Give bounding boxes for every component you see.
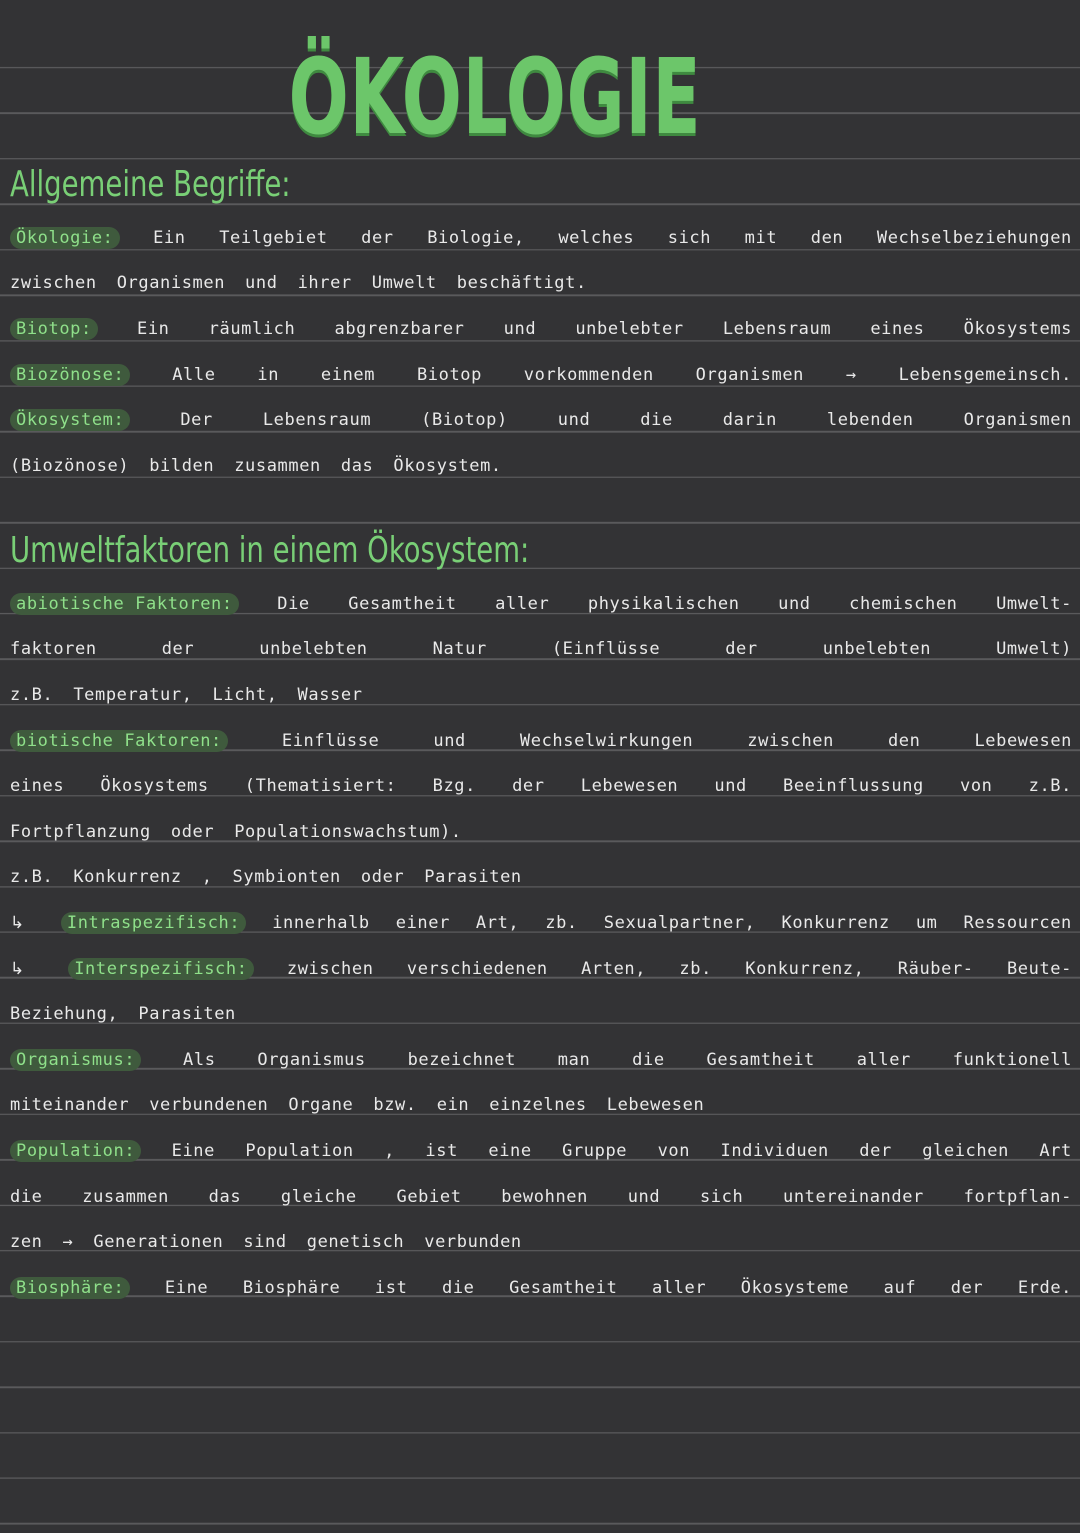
word: Biologie, [427,227,525,248]
word: Lebensgemeinsch. [898,364,1072,385]
word: Konkurrenz [73,867,182,888]
word: Fortpflanzung [10,821,151,842]
word: Umwelt) [996,639,1072,660]
term-label: abiotische Faktoren: [10,593,239,615]
word: ist [425,1140,458,1161]
word: Beziehung, [10,1004,119,1025]
word: Als [183,1049,216,1070]
word: mit [744,227,778,248]
word: (Biotop) [421,410,508,431]
word: Biotop [416,364,482,385]
word: einzelnes [489,1095,587,1116]
word: der [361,227,394,248]
note-line [0,627,1080,673]
word: Wasser [297,684,363,705]
word: Eine [164,1277,209,1298]
word: Art [1039,1140,1072,1161]
note-line [0,352,1080,398]
word: Ökosystems [100,776,209,797]
note-line [0,1174,1080,1220]
word: man [557,1049,591,1070]
word: z.B. [10,867,54,888]
word: ist [374,1277,408,1298]
note-line [0,581,1080,627]
word: gleiche [280,1186,357,1207]
word: chemischen [849,593,958,614]
word: in [257,364,280,385]
word: Wechselbeziehungen [876,227,1072,248]
word: Der [180,410,213,431]
word: Lebensraum [262,410,372,431]
word: der [859,1140,892,1161]
word: z.B. [1028,776,1072,797]
word: den [810,227,844,248]
word: Parasiten [138,1004,236,1025]
word: und [627,1186,661,1207]
word: Organismen [963,410,1072,431]
word: , [384,1140,395,1161]
word: Die [277,593,310,614]
word: darin [722,410,777,431]
word: (Biozönose) [10,455,130,476]
word: aller [495,593,550,614]
word: innerhalb [272,912,370,933]
word: einer [395,912,450,933]
word: Eine [171,1140,215,1161]
word: funktionell [952,1049,1072,1070]
word: sich [699,1186,744,1207]
word: (Einflüsse [551,639,661,660]
term-label: Biosphäre: [10,1277,130,1299]
word: oder [170,821,215,842]
word: Konkurrenz, [745,958,865,979]
word: von [657,1140,691,1161]
note-line [0,1037,1080,1083]
word: faktoren [10,639,97,660]
word: Wechselwirkungen [519,730,694,751]
word: der [512,776,545,797]
word: eine [488,1140,532,1161]
page-title: ÖKOLOGIE [288,36,702,158]
word: und [245,273,278,294]
word: bzw. [373,1095,417,1116]
note-line [0,443,1080,489]
word: miteinander [10,1095,130,1116]
word: Gesamtheit [509,1277,618,1298]
word: zb. [545,912,578,933]
word: untereinander [783,1186,924,1207]
word: Biosphäre [242,1277,341,1298]
word: (Thematisiert: [244,776,397,797]
word: Einflüsse [281,730,380,751]
word: → [845,364,857,385]
note-line [0,946,1080,992]
term-label: Biotop: [10,318,98,340]
note-line [0,809,1080,855]
word: Lebensraum [722,318,832,339]
word: und [778,593,811,614]
note-line [0,261,1080,307]
word: vorkommenden [523,364,654,385]
word: Symbionten [232,867,341,888]
word: oder [360,867,405,888]
word: das [340,455,374,476]
sub-point-arrow-icon: ↳ [10,958,25,979]
heading-allgemeine-begriffe: Allgemeine Begriffe: [10,164,291,205]
note-line [0,991,1080,1037]
word: bewohnen [501,1186,588,1207]
word: der [725,639,758,660]
word: einem [320,364,376,385]
word: Natur [432,639,487,660]
word: eines [10,776,65,797]
note-line [0,1219,1080,1265]
term-label: Intraspezifisch: [61,912,246,934]
term-label: biotische Faktoren: [10,730,228,752]
term-label: Ökosystem: [10,409,130,431]
word: räumlich [208,318,296,339]
word: zusammen [82,1186,169,1207]
word: auf [883,1277,917,1298]
sub-point-arrow-icon: ↳ [10,912,25,933]
word: Ressourcen [963,912,1072,933]
word: beschäftigt. [456,273,587,294]
word: → [62,1232,74,1253]
word: Gesamtheit [706,1049,815,1070]
word: Bzg. [432,776,476,797]
word: Organismen [695,364,805,385]
word: Parasiten [424,867,522,888]
word: zb. [679,958,712,979]
word: , [201,867,213,888]
word: Gesamtheit [348,593,457,614]
word: zwischen [286,958,374,979]
word: Beute- [1006,958,1072,979]
word: die [632,1049,665,1070]
word: Temperatur, [73,684,193,705]
word: Konkurrenz [781,912,890,933]
word: Ökosystem. [393,455,502,476]
word: Organe [288,1095,354,1116]
word: Organismen [116,273,226,294]
word: und [557,410,591,431]
word: der [950,1277,984,1298]
word: Sexualpartner, [603,912,756,933]
word: aller [856,1049,911,1070]
word: Ein [153,227,186,248]
word: abgrenzbarer [334,318,465,339]
note-line [0,1128,1080,1174]
word: den [887,730,921,751]
note-line [0,397,1080,443]
note-line [0,1265,1080,1311]
word: Räuber- [897,958,974,979]
note-line [0,306,1080,352]
word: Teilgebiet [219,227,328,248]
word: Organismus [257,1049,366,1070]
word: sind [243,1232,287,1253]
word: Umwelt [371,273,437,294]
word: ein [436,1095,470,1116]
note-line [0,900,1080,946]
word: das [208,1186,242,1207]
heading-umweltfaktoren: Umweltfaktoren in einem Ökosystem: [10,530,530,571]
word: Lebewesen [580,776,679,797]
word: die [441,1277,475,1298]
word: bezeichnet [407,1049,516,1070]
word: Population [245,1140,354,1161]
word: Erde. [1017,1277,1072,1298]
term-label: Population: [10,1140,141,1162]
note-line [0,855,1080,901]
word: von [960,776,993,797]
word: lebenden [826,410,914,431]
word: um [915,912,938,933]
word: Licht, [212,684,278,705]
word: Ökosystems [963,318,1072,339]
word: verbunden [424,1232,522,1253]
note-line [0,1083,1080,1129]
term-label: Biozönose: [10,364,130,386]
word: Populationswachstum). [234,821,462,842]
word: verbundenen [149,1095,269,1116]
word: zwischen [747,730,834,751]
word: zwischen [10,273,97,294]
word: physikalischen [587,593,740,614]
word: unbelebten [822,639,932,660]
word: z.B. [10,684,54,705]
word: Ökosysteme [740,1277,850,1298]
word: genetisch [306,1232,405,1253]
word: Lebewesen [606,1095,705,1116]
word: fortpflan- [963,1186,1072,1207]
note-line [0,718,1080,764]
word: Umwelt- [996,593,1072,614]
word: Beeinflussung [783,776,924,797]
note-line [0,763,1080,809]
word: sich [667,227,712,248]
word: Individuen [720,1140,829,1161]
word: die [10,1186,43,1207]
word: Art, [475,912,520,933]
word: die [640,410,673,431]
word: welches [558,227,635,248]
word: ihrer [297,273,352,294]
word: Gebiet [396,1186,462,1207]
word: unbelebten [259,639,368,660]
word: aller [651,1277,707,1298]
word: und [503,318,537,339]
word: Generationen [93,1232,224,1253]
term-label: Ökologie: [10,227,120,249]
word: Lebewesen [974,730,1072,751]
word: verschiedenen [406,958,548,979]
note-line [0,215,1080,261]
word: zen [10,1232,43,1253]
word: Gruppe [562,1140,628,1161]
word: und [433,730,466,751]
word: bilden [149,455,215,476]
word: Arten, [581,958,647,979]
word: eines [870,318,925,339]
note-line [0,672,1080,718]
word: gleichen [922,1140,1009,1161]
word: Alle [172,364,216,385]
term-label: Organismus: [10,1049,141,1071]
word: und [714,776,747,797]
word: der [161,639,195,660]
term-label: Interspezifisch: [68,958,253,980]
word: unbelebter [575,318,684,339]
word: Ein [137,318,170,339]
word: zusammen [234,455,321,476]
